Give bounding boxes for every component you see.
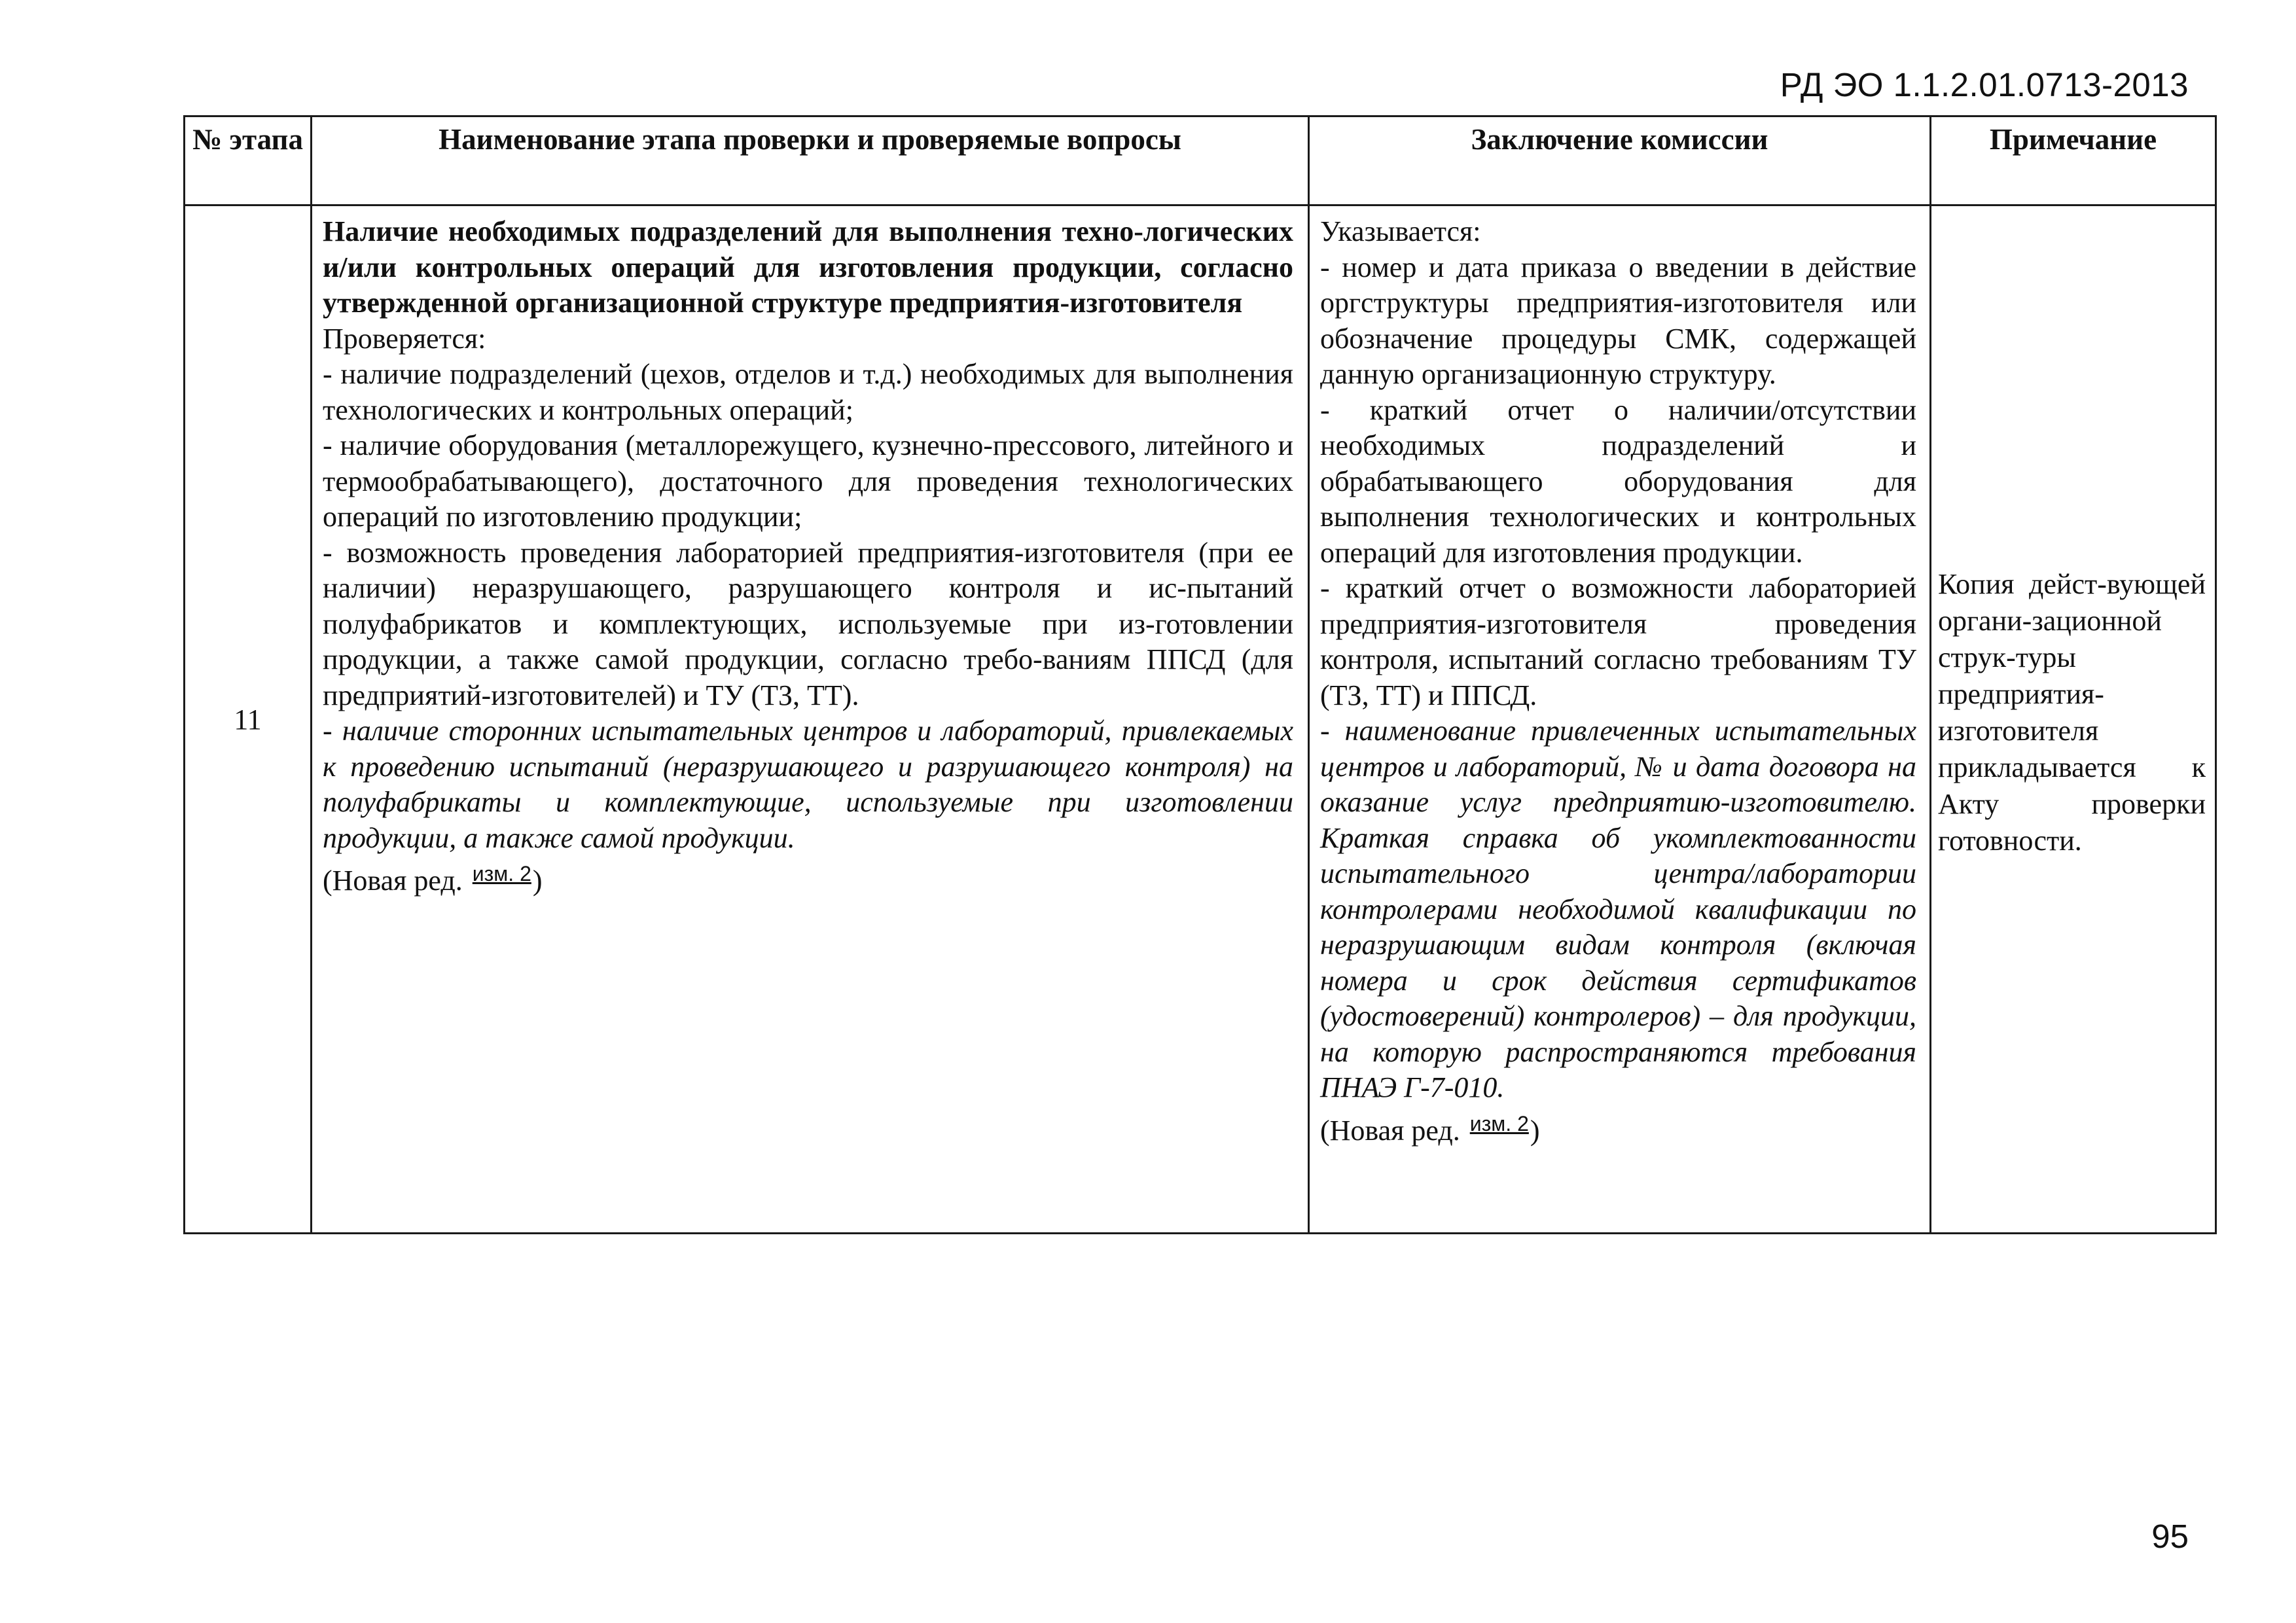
edit-note bbox=[1320, 1106, 1916, 1149]
column-header-stage: № этапа bbox=[185, 116, 312, 205]
note-cell bbox=[1931, 205, 2216, 1234]
change-mark: изм. 2 bbox=[472, 862, 531, 885]
note-text: Копия дейст-вующей органи-зационной струк-туры предприятия-изготовителя прикладывается к Акту проверки готовности. bbox=[1938, 568, 2206, 857]
checked-item: - возможность проведения лабораторией предприятия-изготовителя (при ее наличии) неразрушающего, разрушающего контроля и ис-пытаний полуфабрикатов и комплектующих, используемые при из-готовлении продукции, а также самой продукции, согласно требо-ваниям ППСД (для предприятий-изготовителей) и ТУ (ТЗ, ТТ). bbox=[323, 536, 1293, 711]
checked-item-external-labs: - наличие сторонних испытательных центров и лабораторий, привлекаемых к проведению испытаний (неразрушающего и разрушающего контроля) на полуфабрикаты и комплектующие, используемые при изготовлении продукции, а также самой продукции. bbox=[323, 715, 1293, 854]
table-header-row bbox=[185, 116, 2216, 205]
column-header-stage-name: Наименование этапа проверки и проверяемые вопросы bbox=[312, 116, 1309, 205]
column-header-conclusion: Заключение комиссии bbox=[1309, 116, 1931, 205]
page-number: 95 bbox=[2151, 1518, 2189, 1555]
edit-note-suffix: ) bbox=[532, 865, 543, 897]
conclusion-item: - краткий отчет о возможности лабораторией предприятия-изготовителя проведения контроля, испытаний согласно требованиям ТУ (ТЗ, ТТ) и ППСД. bbox=[1320, 572, 1916, 711]
checked-item: - наличие оборудования (металлорежущего, кузнечно-прессового, литейного и термообрабатывающего), достаточного для проведения технологических операций по изготовлению продукции; bbox=[323, 429, 1293, 533]
conclusion-item: - краткий отчет о наличии/отсутствии необходимых подразделений и обрабатывающего оборудования для выполнения технологических и контрольных операций для изготовления продукции. bbox=[1320, 393, 1916, 569]
stage-number: 11 bbox=[185, 205, 312, 1234]
conclusion-cell bbox=[1309, 205, 1931, 1234]
stage-title: Наличие необходимых подразделений для выполнения техно-логических и/или контрольных операций для изготовления продукции, согласно утвержденной организационной структуре предприятия-изготовителя bbox=[323, 215, 1293, 319]
stage-description-cell bbox=[312, 205, 1309, 1234]
change-mark: изм. 2 bbox=[1469, 1111, 1529, 1135]
conclusion-item: - номер и дата приказа о введении в действие оргструктуры предприятия-изготовителя или обозначение процедуры СМК, содержащей данную организационную структуру. bbox=[1320, 251, 1916, 390]
conclusion-label: Указывается: bbox=[1320, 215, 1481, 247]
edit-note-prefix: (Новая ред. bbox=[323, 865, 463, 897]
inspection-table bbox=[183, 115, 2217, 1234]
edit-note bbox=[323, 856, 1293, 899]
checked-label: Проверяется: bbox=[323, 322, 486, 355]
checked-item: - наличие подразделений (цехов, отделов и т.д.) необходимых для выполнения технологических и контрольных операций; bbox=[323, 358, 1293, 426]
column-header-note: Примечание bbox=[1931, 116, 2216, 205]
conclusion-item-external-labs: - наименование привлеченных испытательных центров и лабораторий, № и дата договора на оказание услуг предприятию-изготовителю. Краткая справка об укомплектованности испытательного центра/лаборатории контролерами необходимой квалификации по неразрушающим видам контроля (включая номера и срок действия сертификатов (удостоверений) контролеров) – для продукции, на которую распространяются требования ПНАЭ Г-7-010. bbox=[1320, 715, 1916, 1103]
table-row bbox=[185, 205, 2216, 1234]
edit-note-prefix: (Новая ред. bbox=[1320, 1114, 1460, 1147]
edit-note-suffix: ) bbox=[1530, 1114, 1540, 1147]
document-code: РД ЭО 1.1.2.01.0713-2013 bbox=[1780, 66, 2189, 103]
